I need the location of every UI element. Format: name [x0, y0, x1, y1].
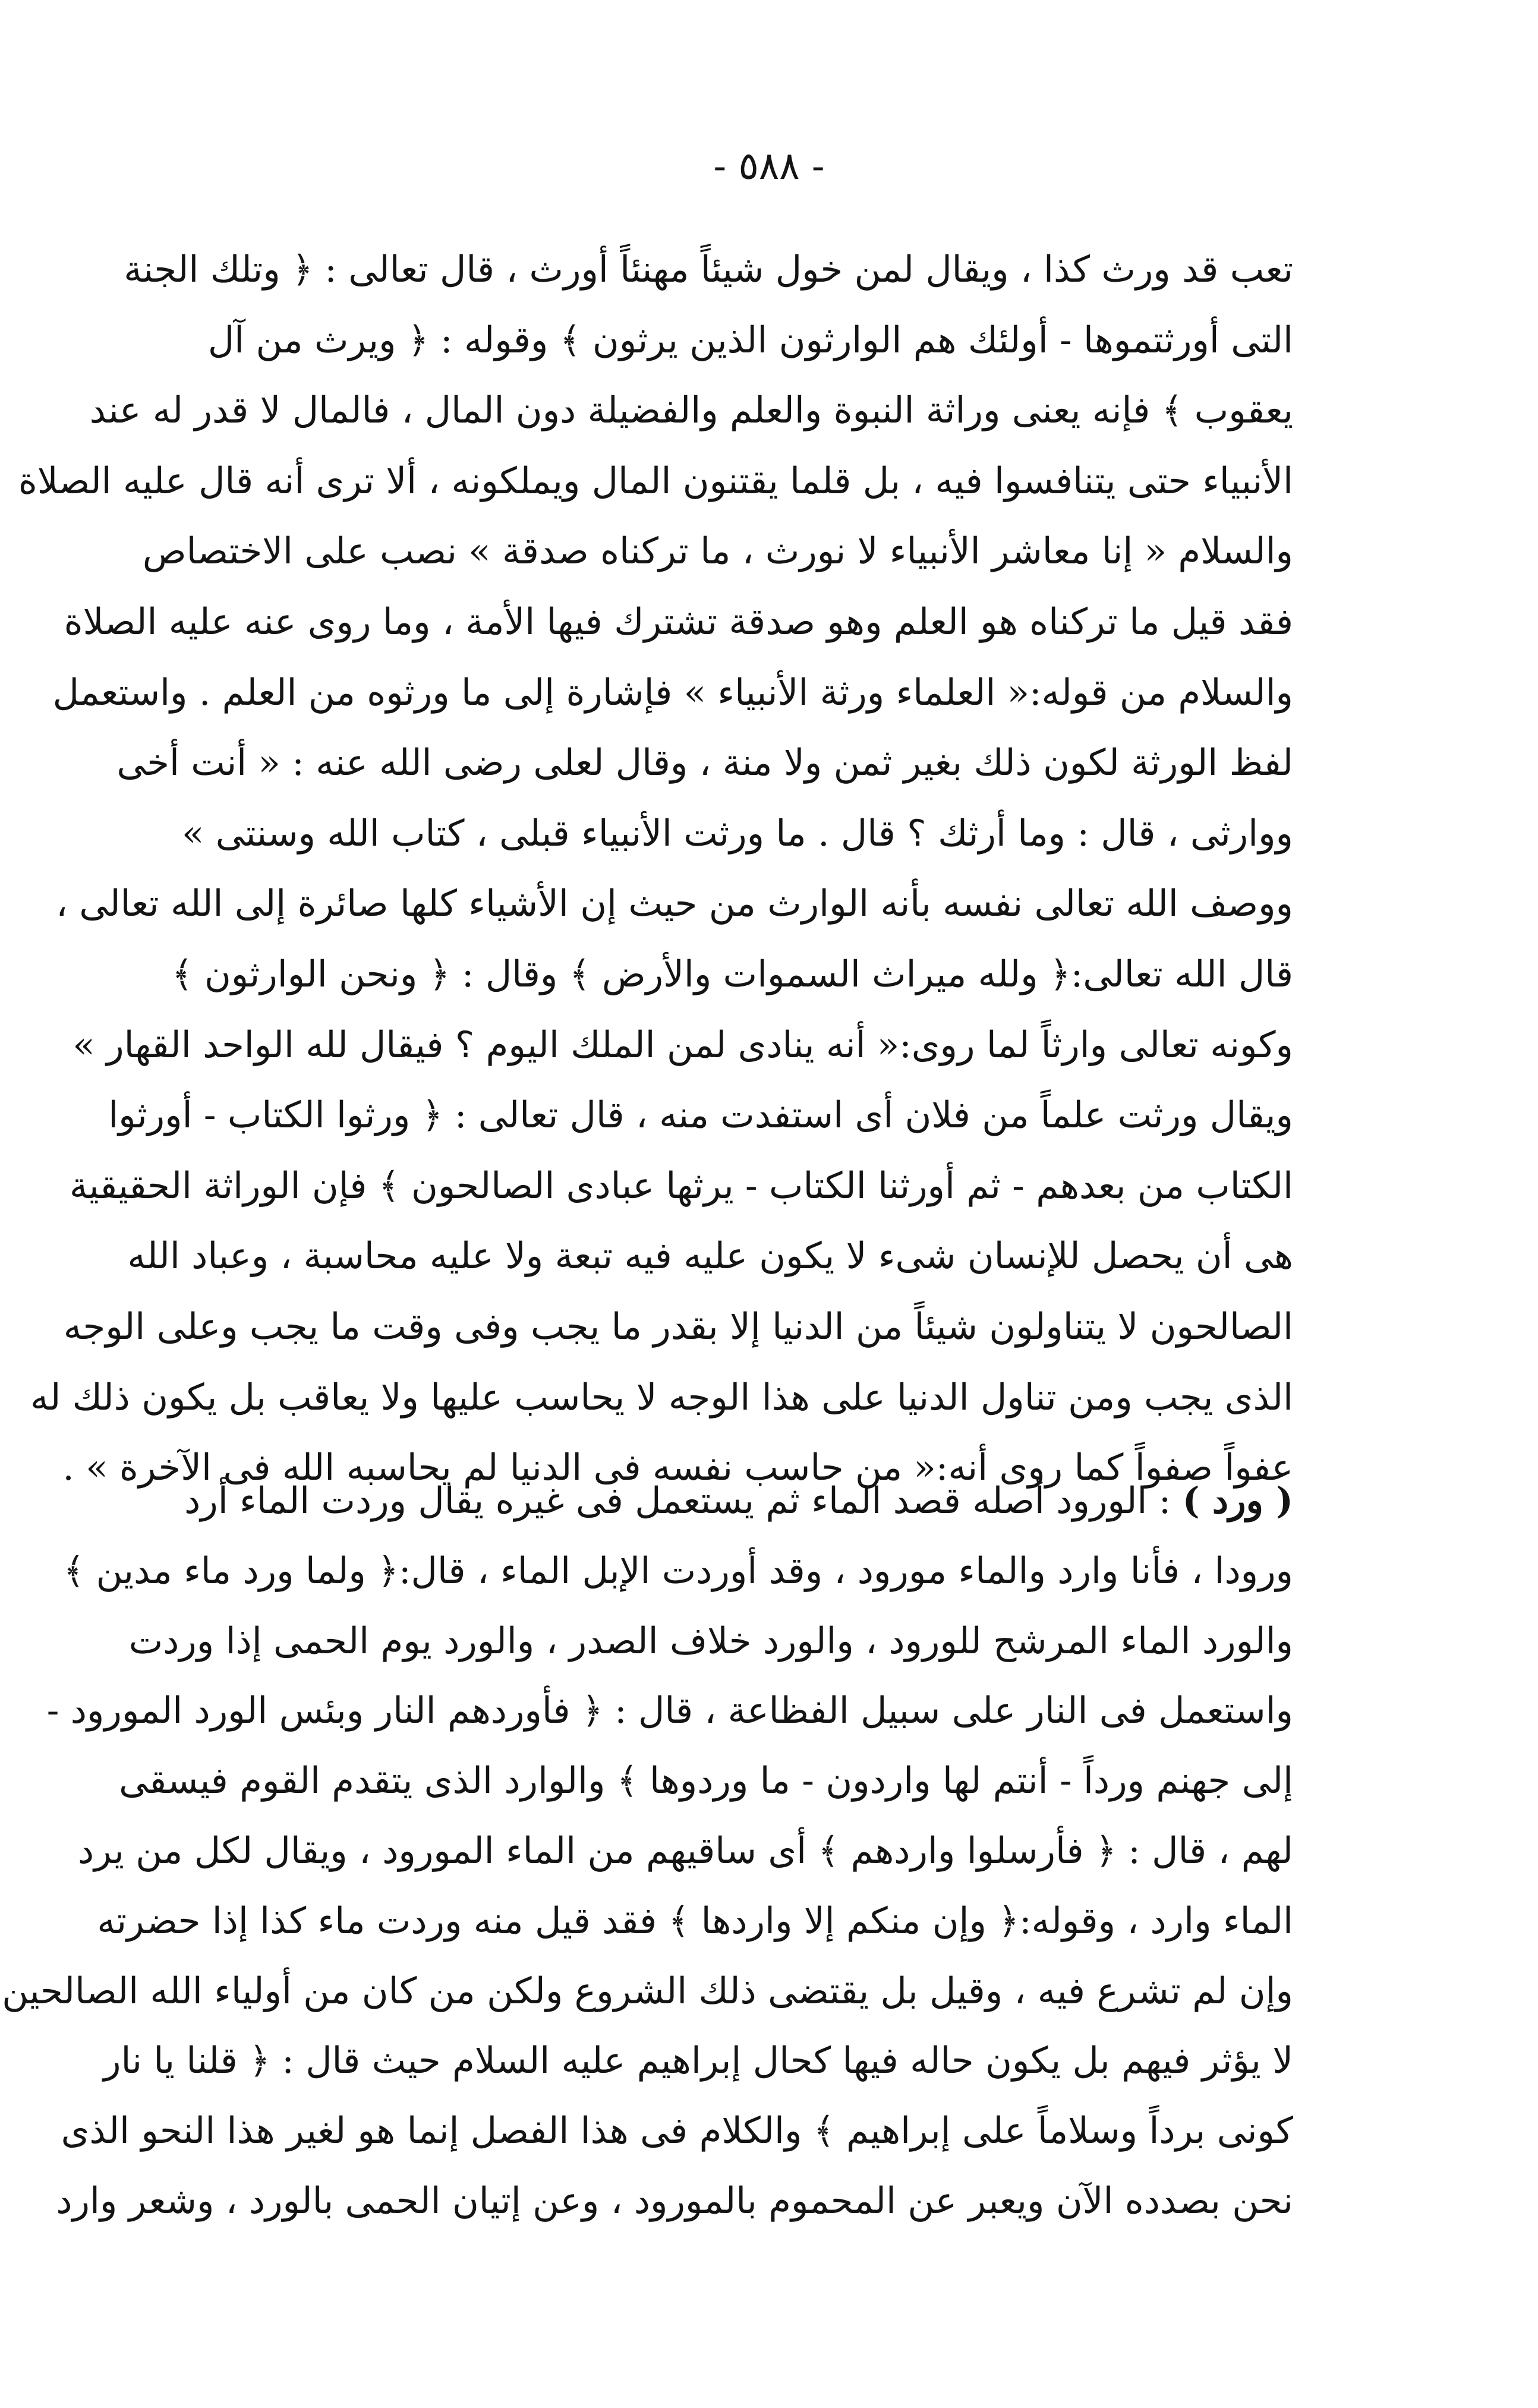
- text-line: والسلام من قوله:« العلماء ورثة الأنبياء » فإشارة إلى ما ورثوه من العلم . واستعمل: [52, 671, 1293, 714]
- text-line: تعب قد ورث كذا ، ويقال لمن خول شيئاً مهنئاً أورث ، قال تعالى : ﴿ وتلك الجنة: [124, 248, 1293, 291]
- text-line: واستعمل فى النار على سبيل الفظاعة ، قال : ﴿ فأوردهم النار وبئس الورد المورود -: [46, 1690, 1293, 1732]
- text-line: قال الله تعالى:﴿ ولله ميراث السموات والأرض ﴾ وقال : ﴿ ونحن الوارثون ﴾: [171, 953, 1293, 995]
- entry-first-line-text: : الورود أصله قصد الماء ثم يستعمل فى غيره يقال وردت الماء أرد: [184, 1480, 1183, 1522]
- text-line: ويقال ورثت علماً من فلان أى استفدت منه ، قال تعالى : ﴿ ورثوا الكتاب - أورثوا: [108, 1094, 1293, 1137]
- text-line: فقد قيل ما تركناه هو العلم وهو صدقة تشترك فيها الأمة ، وما روى عنه عليه الصلاة: [64, 600, 1293, 643]
- text-line: الأنبياء حتى يتنافسوا فيه ، بل قلما يقتنون المال ويملكونه ، ألا ترى أنه قال عليه الصلاة: [18, 459, 1293, 502]
- text-line: والسلام « إنا معاشر الأنبياء لا نورث ، ما تركناه صدقة » نصب على الاختصاص: [142, 530, 1293, 573]
- text-line: عفواً صفواً كما روى أنه:« من حاسب نفسه فى الدنيا لم يحاسبه الله فى الآخرة » .: [62, 1446, 1293, 1489]
- page-number: - ٥٨٨ -: [713, 144, 825, 188]
- text-line: ووارثى ، قال : وما أرثك ؟ قال . ما ورثت الأنبياء قبلى ، كتاب الله وسنتى »: [181, 812, 1293, 855]
- entry-first-line: [184, 1466, 1293, 1536]
- text-line: ورودا ، فأنا وارد والماء مورود ، وقد أوردت الإبل الماء ، قال:﴿ ولما ورد ماء مدين ﴾: [63, 1549, 1293, 1592]
- text-line: نحن بصدده الآن ويعبر عن المحموم بالمورود ، وعن إتيان الحمى بالورد ، وشعر وارد: [56, 2179, 1293, 2222]
- text-line: ووصف الله تعالى نفسه بأنه الوارث من حيث إن الأشياء كلها صائرة إلى الله تعالى ،: [56, 882, 1293, 925]
- text-line: إلى جهنم ورداً - أنتم لها واردون - ما وردوها ﴾ والوارد الذى يتقدم القوم فيسقى: [119, 1760, 1293, 1802]
- text-line: الماء وارد ، وقوله:﴿ وإن منكم إلا واردها ﴾ فقد قيل منه وردت ماء كذا إذا حضرته: [97, 1899, 1293, 1942]
- text-line: التى أورثتموها - أولئك هم الوارثون الذين يرثون ﴾ وقوله : ﴿ ويرث من آل: [207, 319, 1293, 361]
- text-line: الذى يجب ومن تناول الدنيا على هذا الوجه لا يحاسب عليها ولا يعاقب بل يكون ذلك له: [30, 1376, 1293, 1419]
- entry-heading: ( ورد ): [1182, 1480, 1293, 1522]
- text-line: الصالحون لا يتناولون شيئاً من الدنيا إلا بقدر ما يجب وفى وقت ما يجب وعلى الوجه: [63, 1305, 1293, 1348]
- text-line: يعقوب ﴾ فإنه يعنى وراثة النبوة والعلم والفضيلة دون المال ، فالمال لا قدر له عند: [89, 389, 1293, 432]
- text-line: وإن لم تشرع فيه ، وقيل بل يقتضى ذلك الشروع ولكن من كان من أولياء الله الصالحين: [2, 1969, 1293, 2012]
- text-line: لا يؤثر فيهم بل يكون حاله فيها كحال إبراهيم عليه السلام حيث قال : ﴿ قلنا يا نار: [103, 2040, 1293, 2082]
- text-line: وكونه تعالى وارثاً لما روى:« أنه ينادى لمن الملك اليوم ؟ فيقال لله الواحد القهار »: [73, 1023, 1293, 1066]
- text-line: هى أن يحصل للإنسان شىء لا يكون عليه فيه تبعة ولا عليه محاسبة ، وعباد الله: [127, 1235, 1293, 1278]
- text-line: الكتاب من بعدهم - ثم أورثنا الكتاب - يرثها عبادى الصالحون ﴾ فإن الوراثة الحقيقية: [69, 1164, 1293, 1207]
- text-line: والورد الماء المرشح للورود ، والورد خلاف الصدر ، والورد يوم الحمى إذا وردت: [128, 1619, 1293, 1662]
- text-line: لهم ، قال : ﴿ فأرسلوا واردهم ﴾ أى ساقيهم من الماء المورود ، ويقال لكل من يرد: [78, 1829, 1293, 1872]
- text-line: كونى برداً وسلاماً على إبراهيم ﴾ والكلام فى هذا الفصل إنما هو لغير هذا النحو الذى: [61, 2110, 1293, 2152]
- entry-wirth-paragraph: [18, 235, 1293, 1504]
- text-line: لفظ الورثة لكون ذلك بغير ثمن ولا منة ، وقال لعلى رضى الله عنه : « أنت أخى: [116, 742, 1293, 784]
